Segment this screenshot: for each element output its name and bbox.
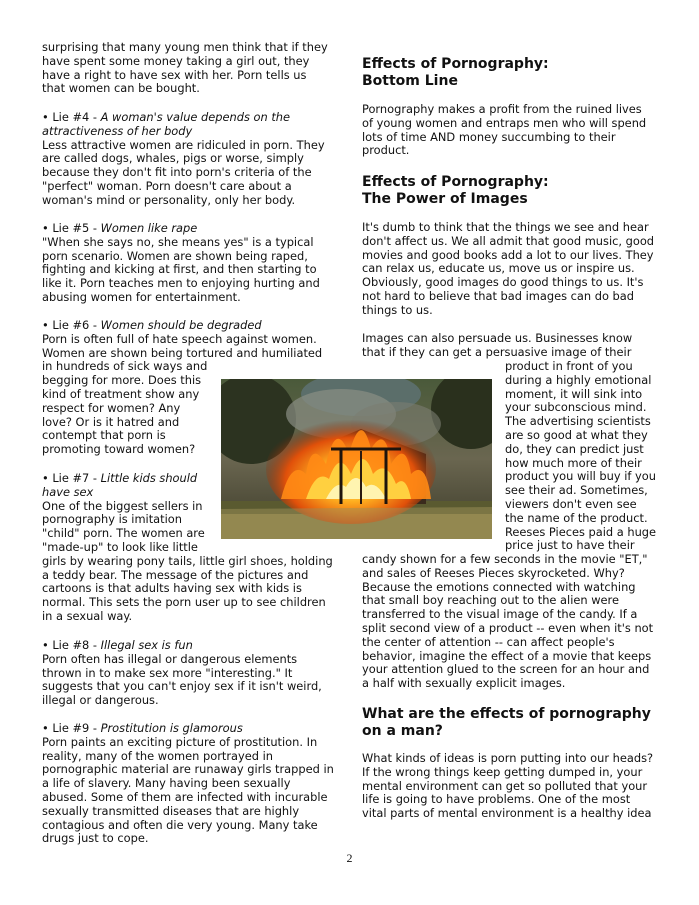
power-of-images-paragraph: [362, 221, 654, 318]
text-line: are called dogs, whales, pigs or worse, simply: [42, 151, 304, 166]
text-line: movies and good books add a lot to our lives. They: [362, 247, 654, 262]
text-line: vital parts of mental environment is a healthy idea: [362, 806, 652, 821]
heading-line: Bottom Line: [362, 73, 458, 89]
text-line: mental environment can get so polluted that your: [362, 778, 648, 793]
text-line: woman's mind or personality, only her body.: [42, 192, 296, 207]
heading-power-of-images: [362, 174, 549, 208]
text-line: like it. Porn teaches men to enjoying hurting and: [42, 276, 320, 291]
lie-heading: • Lie #9 - Prostitution is glamorous: [42, 721, 243, 735]
text-line: are so good at what they: [505, 427, 648, 442]
lie-4-section: [42, 111, 325, 208]
text-line: see their ad. Sometimes,: [505, 483, 648, 498]
lie-heading: • Lie #4 - A woman's value depends on the: [42, 110, 291, 124]
lie-heading: • Lie #8 - Illegal sex is fun: [42, 638, 193, 652]
lie-heading: • Lie #6 - Women should be degraded: [42, 318, 262, 332]
heading-line: Effects of Pornography:: [362, 174, 549, 190]
text-line: have spent some money taking a girl out, they: [42, 53, 310, 68]
text-line: how much more of their: [505, 455, 642, 470]
text-line: Reeses Pieces paid a huge: [505, 524, 657, 539]
text-line: during a highly emotional: [505, 372, 652, 387]
text-line: girls by wearing pony tails, little girl shoes, holding: [42, 553, 333, 568]
page-number: 2: [346, 851, 353, 865]
text-line: the center of attention -- can affect people's: [362, 634, 615, 649]
persuade-paragraph-top: [362, 332, 632, 360]
text-line: sexually transmitted diseases that are highly: [42, 803, 300, 818]
text-line: not hard to believe that bad images can do bad: [362, 288, 635, 303]
text-line: fighting and kicking at first, and then starting to: [42, 262, 317, 277]
left-intro-paragraph: [42, 41, 328, 96]
text-line: moment, it will sink into: [505, 386, 643, 401]
text-line: It's dumb to think that the things we see and hear: [362, 220, 649, 234]
burning-house-photo: [221, 379, 492, 539]
text-line: What kinds of ideas is porn putting into our heads?: [362, 751, 654, 765]
text-line: that if they can get a persuasive image of their: [362, 344, 632, 359]
text-line: product.: [362, 143, 410, 158]
text-line: product in front of you: [505, 359, 633, 373]
text-line: Images can also persuade us. Businesses know: [362, 331, 633, 345]
text-line: in hundreds of sick ways and: [42, 359, 208, 374]
text-line: begging for more. Does this: [42, 373, 202, 388]
text-line: life is going to have problems. One of the most: [362, 792, 631, 807]
text-line: things to us.: [362, 302, 433, 317]
text-line: split second view of a product -- even when it's not: [362, 620, 654, 635]
persuade-paragraph-bottom: [362, 553, 653, 691]
text-line: product you will buy if you: [505, 469, 656, 484]
text-line: Pornography makes a profit from the ruined lives: [362, 102, 642, 116]
text-line: surprising that many young men think that if they: [42, 40, 328, 54]
text-line: "When she says no, she means yes" is a typical: [42, 234, 314, 249]
text-line: promoting toward women?: [42, 442, 196, 457]
text-line: porn scenario. Women are shown being raped,: [42, 248, 308, 263]
text-line: Porn is often full of hate speech against women.: [42, 331, 317, 346]
heading-effects-on-man: [362, 706, 651, 740]
text-line: love? Or is it hatred and: [42, 414, 180, 429]
text-line: "child" porn. The women are: [42, 526, 205, 541]
text-line: and sales of Reeses Pieces skyrocketed. Why?: [362, 565, 625, 580]
text-line: a half with sexually explicit images.: [362, 676, 566, 691]
text-line: Less attractive women are ridiculed in porn. They: [42, 137, 325, 152]
text-line: viewers don't even see: [505, 496, 637, 511]
text-line: Porn paints an exciting picture of prostitution. In: [42, 734, 318, 749]
text-line: don't affect us. We all admit that good music, good: [362, 233, 655, 248]
text-line: price just to have their: [505, 538, 635, 553]
text-line: The advertising scientists: [505, 414, 651, 429]
text-line: candy shown for a few seconds in the movie "ET,": [362, 552, 648, 566]
text-line: kind of treatment show any: [42, 386, 200, 401]
text-line: your subconscious mind.: [505, 400, 647, 415]
lie-5-section: [42, 222, 320, 305]
text-line: thrown in to make sex more "interesting." It: [42, 665, 293, 680]
text-line: drugs just to cope.: [42, 831, 149, 846]
text-line: do, they can predict just: [505, 441, 644, 456]
text-line: that small boy reaching out to the alien were: [362, 593, 619, 608]
bottom-line-paragraph: [362, 103, 646, 158]
effects-on-man-paragraph: [362, 752, 653, 821]
lie-8-section: [42, 639, 322, 708]
text-line: lots of time AND money succumbing to their: [362, 129, 616, 144]
text-line: pornographic material are runaway girls trapped in: [42, 762, 334, 777]
text-line: your attention glued to the screen for an hour and: [362, 662, 650, 677]
text-line: behavior, imagine the effect of a movie that keeps: [362, 648, 652, 663]
text-line: transferred to the visual image of the candy. If a: [362, 607, 638, 622]
text-line: suggests that you can't enjoy sex if it isn't weird,: [42, 679, 322, 694]
text-line: cartoons is that adults having sex with kids is: [42, 581, 302, 596]
heading-line: What are the effects of pornography: [362, 706, 651, 722]
text-line: Women are shown being tortured and humiliated: [42, 345, 323, 360]
lie-heading: • Lie #7 - Little kids should: [42, 471, 198, 485]
text-line: because they don't fit into porn's criteria of the: [42, 165, 312, 180]
text-line: a life of slavery. Many having been sexually: [42, 776, 291, 791]
text-line: "perfect" woman. Porn doesn't care about a: [42, 178, 292, 193]
text-line: reality, many of the women portrayed in: [42, 748, 273, 763]
lie-heading-cont: have sex: [42, 484, 94, 499]
heading-line: on a man?: [362, 723, 443, 739]
text-line: One of the biggest sellers in: [42, 498, 203, 513]
text-line: in a sexual way.: [42, 608, 133, 623]
text-line: "made-up" to look like little: [42, 539, 198, 554]
text-line: that women can be bought.: [42, 81, 200, 96]
lie-heading-cont: attractiveness of her body: [42, 123, 193, 138]
heading-line: The Power of Images: [362, 191, 528, 207]
text-line: abused. Some of them are infected with incurable: [42, 789, 328, 804]
text-line: If the wrong things keep getting dumped in, your: [362, 764, 643, 779]
lie-9-section: [42, 722, 334, 846]
text-line: contagious and often die very young. Many take: [42, 817, 318, 832]
text-line: contempt that porn is: [42, 428, 166, 443]
text-line: pornography is imitation: [42, 512, 182, 527]
text-line: Obviously, good images do good things to us. It's: [362, 275, 644, 290]
lie-heading: • Lie #5 - Women like rape: [42, 221, 198, 235]
persuade-paragraph-wrap: [505, 360, 656, 553]
text-line: have a right to have sex with her. Porn tells us: [42, 67, 307, 82]
text-line: normal. This sets the porn user up to see children: [42, 595, 326, 610]
text-line: Porn often has illegal or dangerous elements: [42, 651, 298, 666]
text-line: the name of the product.: [505, 510, 648, 525]
text-line: of young women and entraps men who will spend: [362, 115, 647, 130]
heading-line: Effects of Pornography:: [362, 56, 549, 72]
text-line: a teddy bear. The message of the pictures and: [42, 567, 309, 582]
text-line: can relax us, educate us, move us or inspire us.: [362, 261, 635, 276]
text-line: abusing women for entertainment.: [42, 289, 241, 304]
text-line: Because the emotions connected with watching: [362, 579, 636, 594]
text-line: respect for women? Any: [42, 400, 181, 415]
heading-bottom-line: [362, 56, 549, 90]
text-line: illegal or dangerous.: [42, 693, 159, 708]
